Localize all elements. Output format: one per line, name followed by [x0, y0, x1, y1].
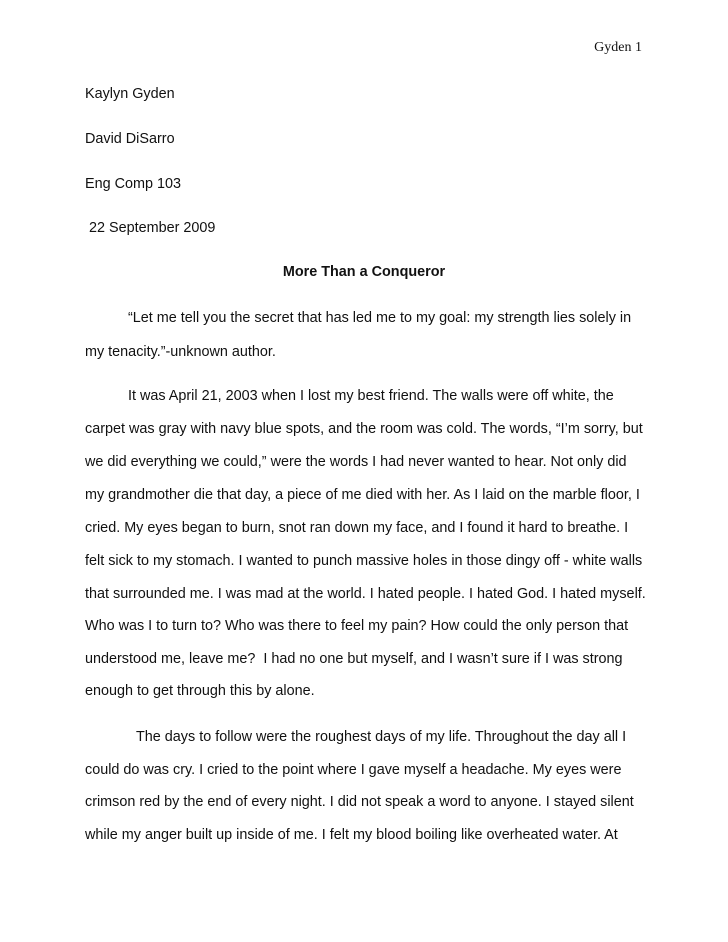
body-line: understood me, leave me? I had no one but myself, and I wasn’t sure if I was strong: [85, 651, 623, 667]
body-line: we did everything we could,” were the words I had never wanted to hear. Not only did: [85, 454, 627, 470]
body-line: while my anger built up inside of me. I felt my blood boiling like overheated water. At: [85, 827, 618, 843]
body-line: carpet was gray with navy blue spots, and the room was cold. The words, “I’m sorry, but: [85, 421, 643, 437]
body-line: that surrounded me. I was mad at the world. I hated people. I hated God. I hated myself.: [85, 586, 646, 602]
course-name: Eng Comp 103: [85, 176, 181, 192]
body-line: Who was I to turn to? Who was there to feel my pain? How could the only person that: [85, 618, 629, 634]
date: 22 September 2009: [85, 220, 216, 236]
instructor-name: David DiSarro: [85, 131, 175, 147]
body-line: my tenacity.”-unknown author.: [85, 344, 276, 360]
body-line: enough to get through this by alone.: [85, 683, 315, 699]
body-line: my grandmother die that day, a piece of me died with her. As I laid on the marble floor, I: [85, 487, 640, 503]
body-line: could do was cry. I cried to the point where I gave myself a headache. My eyes were: [85, 762, 622, 778]
author-name: Kaylyn Gyden: [85, 86, 175, 102]
body-line: “Let me tell you the secret that has led me to my goal: my strength lies solely in: [128, 310, 632, 326]
essay-title: More Than a Conqueror: [282, 264, 446, 280]
body-line: felt sick to my stomach. I wanted to punch massive holes in those dingy off - white walls: [85, 553, 643, 569]
body-line: crimson red by the end of every night. I did not speak a word to anyone. I stayed silent: [85, 794, 634, 810]
body-line: cried. My eyes began to burn, snot ran down my face, and I found it hard to breathe. I: [85, 520, 629, 536]
body-line: It was April 21, 2003 when I lost my best friend. The walls were off white, the: [128, 388, 614, 404]
body-line: The days to follow were the roughest days of my life. Throughout the day all I: [136, 729, 627, 745]
running-head: Gyden 1: [594, 40, 642, 55]
